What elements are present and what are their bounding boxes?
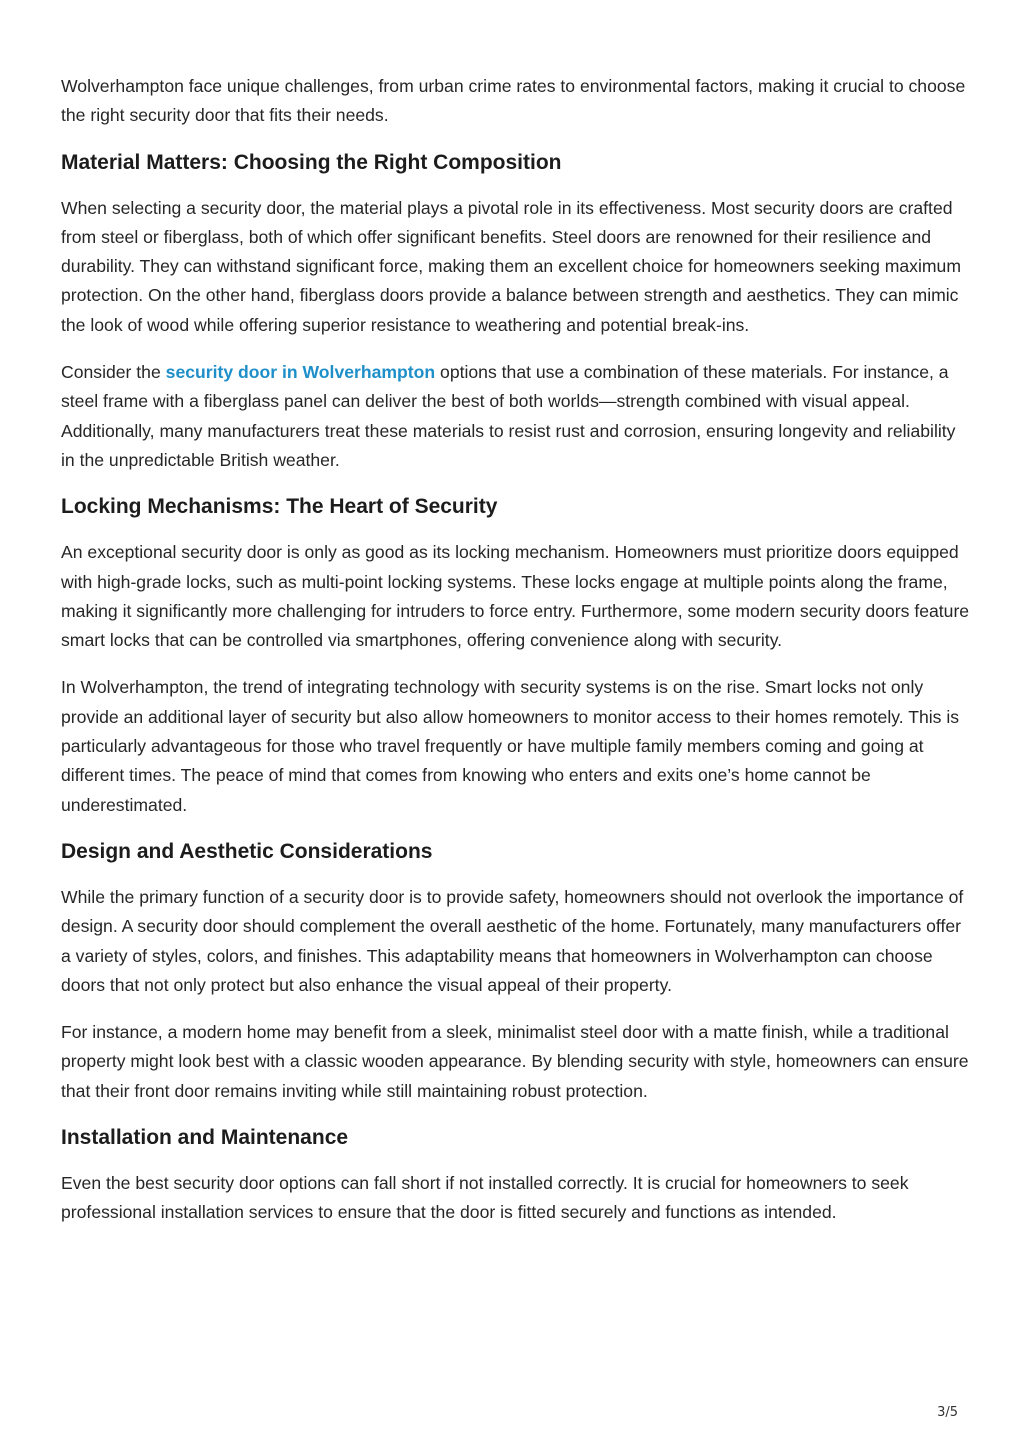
section-heading-locking: Locking Mechanisms: The Heart of Security xyxy=(61,495,498,519)
page-number: 3/5 xyxy=(937,1405,958,1420)
paragraph-locking-2: In Wolverhampton, the trend of integrating technology with security systems is on the rise. Smart locks not only provide an additional layer of security but also allow homeowners to monitor access to their homes remotely. This is particularly advantageous for those who travel frequently or have multiple family members coming and going at different times. The peace of mind that comes from knowing who enters and exits one’s home cannot be underestimated. xyxy=(61,677,960,815)
paragraph-locking-1: An exceptional security door is only as good as its locking mechanism. Homeowners must prioritize doors equipped with high-grade locks, such as multi-point locking systems. These locks engage at multiple points along the frame, making it significantly more challenging for intruders to force entry. Furthermore, some modern security doors feature smart locks that can be controlled via smartphones, offering convenience along with security. xyxy=(61,542,970,651)
paragraph-design-1: While the primary function of a security door is to provide safety, homeowners should not overlook the importance of design. A security door should complement the overall aesthetic of the home. Fortunately, many manufacturers offer a variety of styles, colors, and finishes. This adaptability means that homeowners in Wolverhampton can choose doors that not only protect but also enhance the visual appeal of their property. xyxy=(61,886,964,995)
paragraph-material-link xyxy=(61,358,971,475)
section-heading-installation: Installation and Maintenance xyxy=(61,1126,349,1150)
paragraph-installation-1: Even the best security door options can fall short if not installed correctly. It is crucial for homeowners to seek professional installation services to ensure that the door is fitted securely and functions as intended. xyxy=(61,1173,909,1223)
intro-paragraph: Wolverhampton face unique challenges, from urban crime rates to environmental factors, making it crucial to choose the right security door that fits their needs. xyxy=(61,76,966,126)
paragraph-design-2: For instance, a modern home may benefit from a sleek, minimalist steel door with a matte finish, while a traditional property might look best with a classic wooden appearance. By blending security with style, homeowners can ensure that their front door remains inviting while still maintaining robust protection. xyxy=(61,1022,969,1101)
section-heading-material: Material Matters: Choosing the Right Composition xyxy=(61,150,562,174)
paragraph-material-1: When selecting a security door, the material plays a pivotal role in its effectiveness. Most security doors are crafted from steel or fiberglass, both of which offer significant benefits. Steel doors are renowned for their resilience and durability. They can withstand significant force, making them an excellent choice for homeowners seeking maximum protection. On the other hand, fiberglass doors provide a balance between strength and aesthetics. They can mimic the look of wood while offering superior resistance to weathering and potential break-ins. xyxy=(61,197,961,335)
link-paragraph-after: options that use a combination of these materials. For instance, a steel frame with a fiberglass panel can deliver the best of both worlds—strength combined with visual appeal. Additionally, many manufacturers treat these materials to resist rust and corrosion, ensuring longevity and reliability in the unpredictable British weather. xyxy=(61,362,956,470)
link-paragraph-before: Consider the xyxy=(61,362,166,383)
section-heading-design: Design and Aesthetic Considerations xyxy=(61,839,433,863)
document-page xyxy=(61,72,971,1246)
security-door-link[interactable]: security door in Wolverhampton xyxy=(165,362,436,383)
